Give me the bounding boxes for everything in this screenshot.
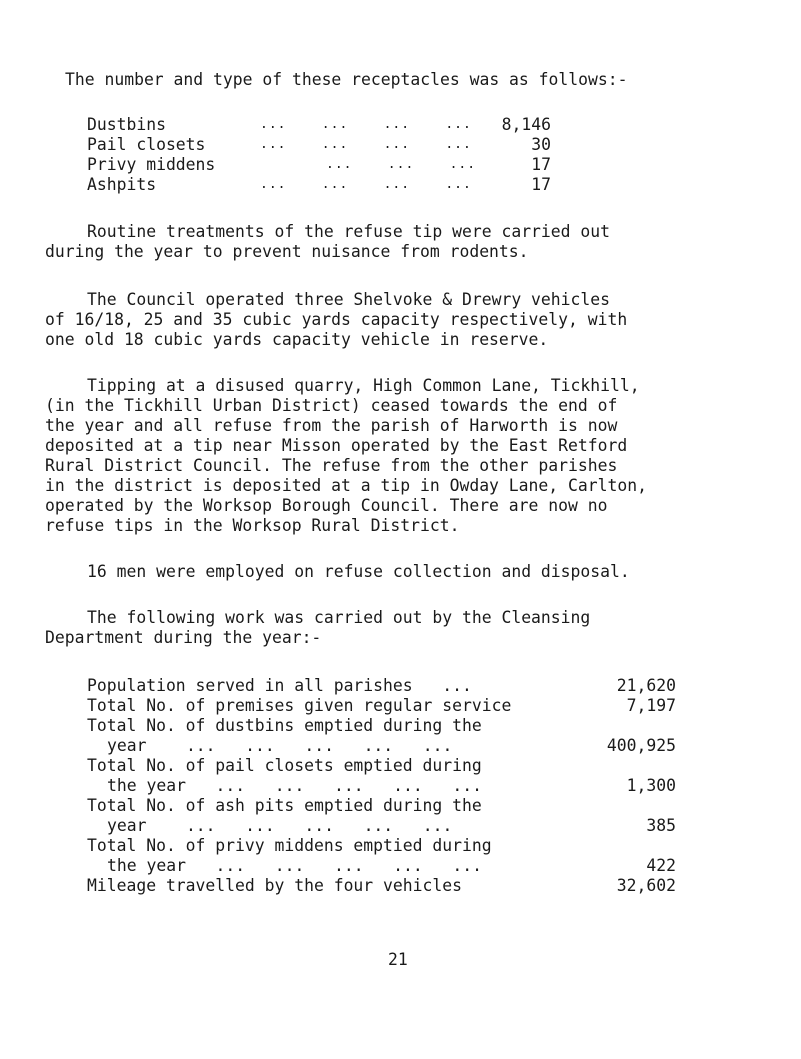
leader-dots: ... ... ... ... [260, 137, 472, 152]
stat-label: Mileage travelled by the four vehicles [87, 876, 462, 895]
stat-label: Total No. of premises given regular service [87, 696, 512, 715]
leader-dots: ... ... ... [326, 157, 477, 172]
leader-dots: ... ... ... ... [260, 177, 472, 192]
receptacle-value: 30 [531, 135, 551, 154]
stat-value: 385 [646, 816, 676, 835]
stat-label: Total No. of dustbins emptied during the [87, 716, 482, 735]
stat-label-cont: year ... ... ... ... ... [107, 736, 453, 755]
stat-value: 21,620 [616, 676, 676, 695]
stat-label: Total No. of pail closets emptied during [87, 756, 482, 775]
receptacle-label: Ashpits [87, 175, 157, 194]
page-number: 21 [388, 950, 408, 969]
receptacle-value: 8,146 [501, 115, 551, 134]
leader-dots: ... ... ... ... [260, 117, 472, 132]
text-line: The Council operated three Shelvoke & Drewry vehicles [87, 290, 611, 309]
receptacle-label: Pail closets [87, 135, 206, 154]
text-line: The following work was carried out by the Cleansing [87, 608, 591, 627]
text-line: during the year to prevent nuisance from rodents. [45, 242, 529, 261]
text-line: deposited at a tip near Misson operated by the East Retford [45, 436, 628, 455]
text-line: in the district is deposited at a tip in Owday Lane, Carlton, [45, 476, 647, 495]
stat-value: 7,197 [626, 696, 676, 715]
receptacle-value: 17 [531, 175, 551, 194]
stat-value: 32,602 [616, 876, 676, 895]
text-line: refuse tips in the Worksop Rural District. [45, 516, 460, 535]
text-line: of 16/18, 25 and 35 cubic yards capacity respectively, with [45, 310, 628, 329]
stat-label: Population served in all parishes ... [87, 676, 472, 695]
text-line: Department during the year:- [45, 628, 322, 647]
text-line: Routine treatments of the refuse tip were carried out [87, 222, 611, 241]
text-line: Tipping at a disused quarry, High Common Lane, Tickhill, [87, 376, 640, 395]
paragraph-staff: 16 men were employed on refuse collection and disposal. [87, 562, 630, 581]
receptacle-label: Dustbins [87, 115, 166, 134]
stat-value: 422 [646, 856, 676, 875]
text-line: one old 18 cubic yards capacity vehicle in reserve. [45, 330, 549, 349]
receptacle-label: Privy middens [87, 155, 216, 174]
text-line: Rural District Council. The refuse from the other parishes [45, 456, 618, 475]
stat-label-cont: the year ... ... ... ... ... [107, 776, 482, 795]
stat-label-cont: the year ... ... ... ... ... [107, 856, 482, 875]
text-line: the year and all refuse from the parish of Harworth is now [45, 416, 618, 435]
text-line: operated by the Worksop Borough Council. There are now no [45, 496, 608, 515]
stat-label-cont: year ... ... ... ... ... [107, 816, 453, 835]
stat-value: 400,925 [606, 736, 676, 755]
stat-label: Total No. of privy middens emptied during [87, 836, 492, 855]
intro-line: The number and type of these receptacles was as follows:- [65, 70, 628, 89]
stat-label: Total No. of ash pits emptied during the [87, 796, 482, 815]
stat-value: 1,300 [626, 776, 676, 795]
text-line: (in the Tickhill Urban District) ceased towards the end of [45, 396, 618, 415]
receptacle-value: 17 [531, 155, 551, 174]
